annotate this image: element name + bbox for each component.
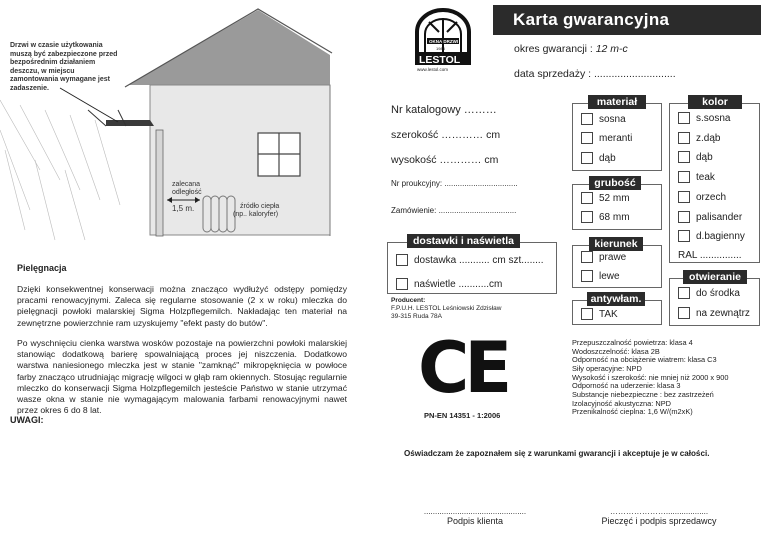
catalog-number-field[interactable]: Nr katalogowy ……… xyxy=(391,104,497,116)
material-title: materiał xyxy=(588,95,646,109)
roof xyxy=(128,10,330,85)
material-option-sosna[interactable]: sosna xyxy=(581,113,626,125)
checkbox[interactable] xyxy=(581,251,593,263)
production-number-field[interactable]: Nr proukcyjny: ................................. xyxy=(391,179,518,188)
checkbox[interactable] xyxy=(678,191,690,203)
spec-line: Substancje niebezpieczne : bez zastrzeżeń xyxy=(572,389,714,399)
producer-label: Producent: xyxy=(391,297,426,304)
material-option-dab[interactable]: dąb xyxy=(581,152,616,164)
color-option-s-sosna[interactable]: s.sosna xyxy=(678,112,730,124)
remarks-label: UWAGI: xyxy=(10,415,44,425)
anti-burglary-title: antywłam. xyxy=(587,292,645,306)
color-title: kolor xyxy=(688,95,742,109)
sale-date-field[interactable]: data sprzedaży : ............................ xyxy=(514,68,676,80)
opening-title: otwieranie xyxy=(683,270,747,284)
opening-option-outward[interactable]: na zewnątrz xyxy=(678,307,750,319)
extras-option-naswietle[interactable]: naświetle ...........cm xyxy=(396,278,502,290)
checkbox[interactable] xyxy=(581,308,593,320)
direction-option-left[interactable]: lewe xyxy=(581,270,620,282)
seller-signature[interactable]: …………………................... Pieczęć i podpis sprzedawcy xyxy=(601,507,717,526)
ral-field[interactable]: RAL ............... xyxy=(678,250,742,261)
spec-line: Odporność na obciążenie wiatrem: klasa C3 xyxy=(572,355,717,365)
distance-label-2: odległość xyxy=(172,189,202,196)
material-option-meranti[interactable]: meranti xyxy=(581,132,632,144)
distance-value: 1,5 m. xyxy=(172,204,195,213)
logo-url: www.lestol.com xyxy=(417,67,449,72)
thickness-box xyxy=(572,184,662,230)
spec-line: Odporność na uderzenie: klasa 3 xyxy=(572,381,681,391)
spec-line: Siły operacyjne: NPD xyxy=(572,363,642,373)
heat-source-note: (np.. kaloryfer) xyxy=(233,211,279,218)
producer-info xyxy=(391,297,501,321)
thickness-option-68[interactable]: 68 mm xyxy=(581,211,630,223)
spec-line: Przepuszczalność powietrza: klasa 4 xyxy=(572,338,693,347)
checkbox[interactable] xyxy=(396,278,408,290)
spec-line: Wysokość i szerokość: nie mniej niż 2000 x 900 xyxy=(572,372,729,382)
logo-name: LESTOL xyxy=(419,54,461,66)
card-title: Karta gwarancyjna xyxy=(493,5,761,35)
heat-source-label: źródło ciepła xyxy=(240,203,280,210)
norm-label: PN-EN 14351 - 1:2006 xyxy=(424,411,501,420)
checkbox[interactable] xyxy=(678,112,690,124)
spec-line: Izolacyjność akustyczna: NPD xyxy=(572,398,671,408)
checkbox[interactable] xyxy=(396,254,408,266)
order-field[interactable]: Zamówienie: ................................... xyxy=(391,206,517,215)
direction-title: kierunek xyxy=(589,237,643,251)
color-option-z-dab[interactable]: z.dąb xyxy=(678,132,720,144)
care-paragraph-1: Dzięki konsekwentnej konserwacji można znacząco wydłużyć odstępy pomiędzy pracami renowacyjnymi. Zaleca się regularne stosowanie (2 x w roku) mleczka do pielęgnacji powłoki malarskiej Sigma Holzpflegemilch. Nakładając ten materiał na zewnętrzne powierzchnie ram uzyskujemy "efekt pasty do butów". xyxy=(17,284,347,328)
checkbox[interactable] xyxy=(678,171,690,183)
thickness-option-52[interactable]: 52 mm xyxy=(581,192,630,204)
anti-burglary-option-yes[interactable]: TAK xyxy=(581,308,618,320)
color-option-dab[interactable]: dąb xyxy=(678,151,713,163)
warranty-period: okres gwarancji : 12 m-c xyxy=(514,43,628,55)
specs-list xyxy=(572,339,728,417)
extras-option-dostawka[interactable]: dostawka ........... cm szt........ xyxy=(396,254,543,266)
direction-option-right[interactable]: prawe xyxy=(581,251,626,263)
checkbox[interactable] xyxy=(581,270,593,282)
checkbox[interactable] xyxy=(581,113,593,125)
extras-title: dostawki i naświetla xyxy=(407,234,520,248)
checkbox[interactable] xyxy=(678,230,690,242)
canopy xyxy=(106,120,154,126)
opening-option-inward[interactable]: do środka xyxy=(678,287,740,299)
color-option-orzech[interactable]: orzech xyxy=(678,191,726,203)
checkbox[interactable] xyxy=(678,307,690,319)
width-field[interactable]: szerokość ………… cm xyxy=(391,129,501,141)
checkbox[interactable] xyxy=(678,211,690,223)
pointer-line xyxy=(60,88,118,122)
care-heading: Pielęgnacja xyxy=(17,263,67,273)
rain-warning: Drzwi w czasie użytkowania muszą być zabezpieczone przed bezpośrednim działaniem deszczu, w miejscu zamontowania wymagane jest zadaszenie. xyxy=(10,42,118,92)
checkbox[interactable] xyxy=(581,211,593,223)
logo-top-text: OKNA DRZWI xyxy=(429,39,459,44)
checkbox[interactable] xyxy=(678,132,690,144)
spec-line: Przenikalność cieplna: 1,6 W/(m2xK) xyxy=(572,407,693,417)
checkbox[interactable] xyxy=(581,132,593,144)
door-frame xyxy=(156,130,163,236)
window xyxy=(258,133,300,176)
ce-mark: CE xyxy=(418,327,508,409)
spec-line: Wodoszczelność: klasa 2B xyxy=(572,346,660,356)
lestol-logo xyxy=(413,8,473,66)
distance-label: zalecana xyxy=(172,181,201,188)
height-field[interactable]: wysokość ………… cm xyxy=(391,154,499,166)
checkbox[interactable] xyxy=(678,151,690,163)
checkbox[interactable] xyxy=(581,152,593,164)
thickness-title: grubość xyxy=(589,176,641,190)
client-signature[interactable]: .............................................. Podpis klienta xyxy=(423,507,527,526)
producer-name: F.P.U.H. LESTOL Leśniowski Zdzisław xyxy=(391,305,502,312)
checkbox[interactable] xyxy=(581,192,593,204)
care-paragraph-2: Po wyschnięciu cienka warstwa wosków pozostaje na powierzchni powłoki malarskiej stanowiąc dodatkową barierę spowalniającą proces jej niszczenia. Dodatkowo warstwa naniesionego mleczka jest w stanie "zamknąć" mikropęknięcia w powłoce farby znacząco utrudniając migrację wilgoci w głąb ram okiennych. Stosując regularnie mleczko do konserwacji Sigma Holzpflegemilch jesteście Państwo w stanie utrzymać wasze okna w stanie nie wymagającym malowania farbami renowacyjnymi nawet przez okres 6 do 8 lat. xyxy=(17,338,347,416)
color-option-palisander[interactable]: palisander xyxy=(678,211,742,223)
producer-address: 39-315 Ruda 78A xyxy=(391,313,442,320)
declaration: Oświadczam że zapoznałem się z warunkami gwarancji i akceptuje je w całości. xyxy=(404,449,710,458)
logo-year: 1983 xyxy=(436,46,445,51)
color-option-d-bagienny[interactable]: d.bagienny xyxy=(678,230,745,242)
checkbox[interactable] xyxy=(678,287,690,299)
color-option-teak[interactable]: teak xyxy=(678,171,715,183)
